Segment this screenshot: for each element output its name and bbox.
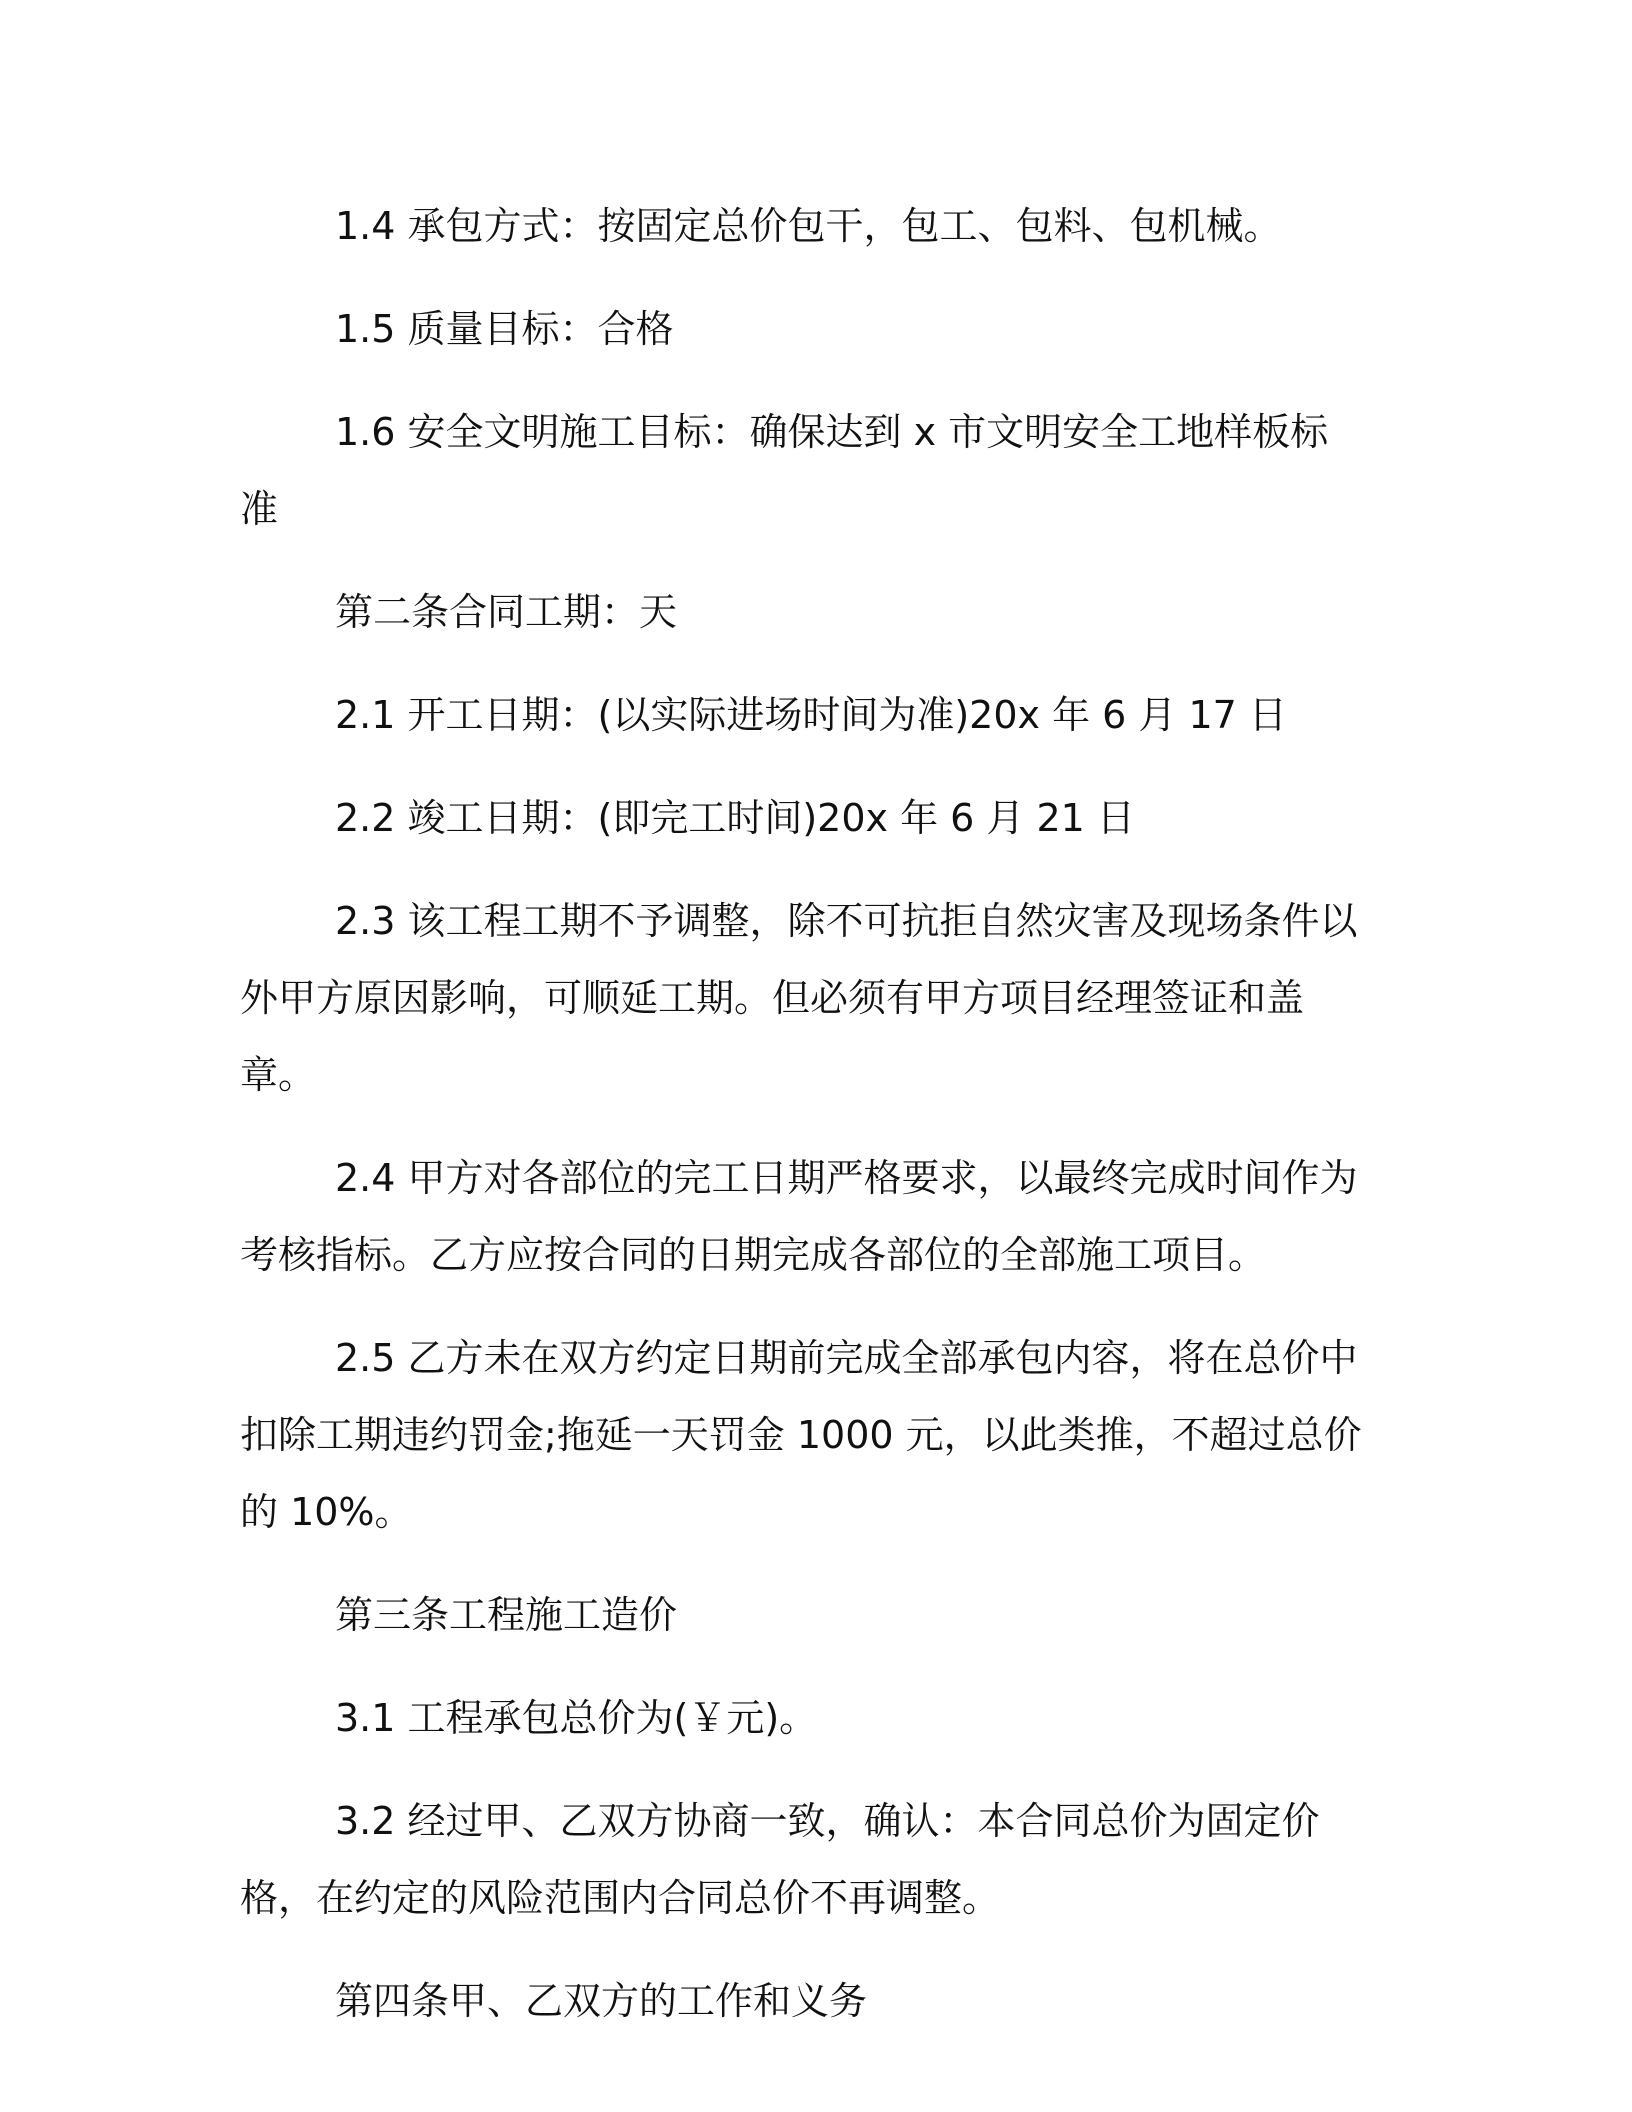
article-4-heading: 第四条甲、乙双方的工作和义务 bbox=[335, 1979, 868, 2023]
clause-3-1: 3.1 工程承包总价为(￥元)。 bbox=[335, 1696, 818, 1740]
clause-1-4: 1.4 承包方式：按固定总价包干，包工、包料、包机械。 bbox=[335, 204, 1282, 248]
clause-1-5: 1.5 质量目标：合格 bbox=[335, 307, 674, 351]
clause-2-4: 2.4 甲方对各部位的完工日期严格要求，以最终完成时间作为考核指标。乙方应按合同的日期完成各部位的全部施工项目。 bbox=[240, 1156, 1358, 1277]
clause-2-3: 2.3 该工程工期不予调整，除不可抗拒自然灾害及现场条件以外甲方原因影响，可顺延工期。但必须有甲方项目经理签证和盖章。 bbox=[240, 899, 1358, 1097]
clause-2-2: 2.2 竣工日期：(即完工时间)20x 年 6 月 21 日 bbox=[335, 796, 1135, 840]
article-3-heading: 第三条工程施工造价 bbox=[335, 1593, 678, 1637]
clause-2-1: 2.1 开工日期：(以实际进场时间为准)20x 年 6 月 17 日 bbox=[335, 693, 1287, 737]
clause-3-2: 3.2 经过甲、乙双方协商一致，确认：本合同总价为固定价格，在约定的风险范围内合同总价不再调整。 bbox=[240, 1799, 1320, 1920]
article-2-heading: 第二条合同工期：天 bbox=[335, 590, 678, 634]
clause-1-6: 1.6 安全文明施工目标：确保达到 x 市文明安全工地样板标准 bbox=[240, 410, 1329, 531]
document-body bbox=[240, 188, 1365, 2066]
clause-2-5: 2.5 乙方未在双方约定日期前完成全部承包内容，将在总价中扣除工期违约罚金;拖延一天罚金 1000 元，以此类推，不超过总价的 10%。 bbox=[240, 1336, 1362, 1534]
